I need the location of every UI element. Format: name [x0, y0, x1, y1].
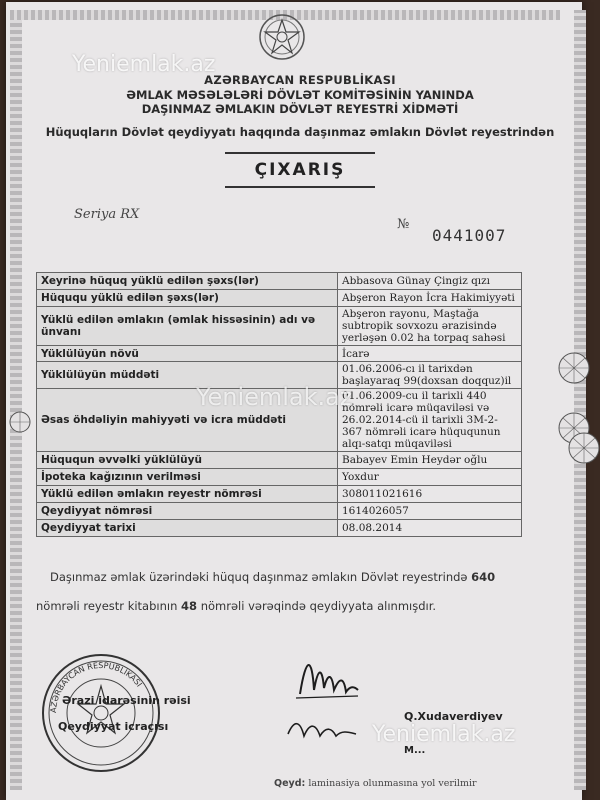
- signer-name-text: Q.Xudaverdiyev: [404, 710, 503, 723]
- table-row: [37, 486, 522, 503]
- header-subtitle: Hüquqların Dövlət qeydiyyatı haqqında daşınmaz əmlakın Dövlət reyestrindən: [45, 125, 555, 139]
- header-republic: AZƏRBAYCAN RESPUBLİKASI: [204, 73, 396, 87]
- row-label: İpoteka kağızının verilməsi: [37, 469, 338, 486]
- statement-line-1: [50, 570, 570, 584]
- row-value: Abşeron Rayon İcra Hakimiyyəti: [338, 290, 522, 307]
- seal-text: AZƏRBAYCAN RESPUBLİKASI: [48, 660, 144, 714]
- ornament-ball-icon: [556, 350, 592, 386]
- table-row: [37, 520, 522, 537]
- row-label: Yüklülüyün müddəti: [37, 362, 338, 389]
- row-label: Əsas öhdəliyin mahiyyəti və icra müddəti: [37, 389, 338, 452]
- statement-text: nömrəli reyestr kitabının: [36, 599, 182, 613]
- signature-icon: [292, 646, 362, 706]
- row-value: 1614026057: [338, 503, 522, 520]
- row-value: Abbasova Günay Çingiz qızı: [338, 273, 522, 290]
- watermark: Yeniemlak.az: [196, 383, 353, 411]
- series-label: Seriya RX: [74, 207, 140, 222]
- statement-line-2: [36, 599, 556, 613]
- row-value: İcarə: [338, 346, 522, 362]
- row-value: 308011021616: [338, 486, 522, 503]
- row-value: Yoxdur: [338, 469, 522, 486]
- number-sign: №: [397, 217, 410, 232]
- note-label: Qeyd:: [274, 778, 306, 789]
- header-service: DAŞINMAZ ƏMLAKIN DÖVLƏT REYESTRİ XİDMƏTİ: [141, 102, 459, 116]
- row-value: 08.08.2014: [338, 520, 522, 537]
- row-label: Hüququn əvvəlki yüklülüyü: [37, 452, 338, 469]
- signer-name-2: M...: [404, 745, 426, 756]
- statement-text: nömrəli vərəqində qeydiyyata alınmışdır.: [197, 599, 437, 613]
- table-row: [37, 346, 522, 362]
- table-row: [37, 469, 522, 486]
- row-value: Babayev Emin Heydər oğlu: [338, 452, 522, 469]
- table-row: [37, 307, 522, 346]
- signer-title-2: Qeydiyyat icraçısı: [58, 720, 169, 733]
- row-label: Qeydiyyat nömrəsi: [37, 503, 338, 520]
- row-label: Yüklü edilən əmlakın reyestr nömrəsi: [37, 486, 338, 503]
- document-number: 0441007: [432, 226, 507, 245]
- row-value: 01.06.2006-cı il tarixdən başlayaraq 99(doxsan doqquz)il: [338, 362, 522, 389]
- statement-text: Daşınmaz əmlak üzərindəki hüquq daşınmaz əmlakın Dövlət reyestrində: [50, 570, 472, 584]
- table-row: [37, 273, 522, 290]
- registry-book-number: 640: [471, 570, 496, 584]
- ornament-ball-icon: [566, 430, 600, 466]
- table-row: [37, 290, 522, 307]
- row-label: Xeyrinə hüquq yüklü edilən şəxs(lər): [37, 273, 338, 290]
- watermark: Yeniemlak.az: [372, 722, 516, 747]
- watermark: Yeniemlak.az: [72, 52, 216, 77]
- note-text: laminasiya olunmasına yol verilmir: [305, 778, 477, 789]
- signer-title-1: Ərazi idarəsinin rəisi: [62, 694, 191, 707]
- row-label: Hüququ yüklü edilən şəxs(lər): [37, 290, 338, 307]
- row-label: Qeydiyyat tarixi: [37, 520, 338, 537]
- official-seal-icon: [40, 652, 162, 774]
- document-title: ÇIXARIŞ: [225, 152, 375, 188]
- row-value: 01.06.2009-cu il tarixli 440 nömrəli icarə müqaviləsi və 26.02.2014-cü il tarixli 3M-2-367 nömrəli icarə hüququnun alqı-satqı müqaviləsi: [338, 389, 522, 452]
- signature-icon: [282, 710, 362, 750]
- header-committee: ƏMLAK MƏSƏLƏLƏRİ DÖVLƏT KOMİTƏSİNİN YANINDA: [126, 88, 474, 102]
- row-label: Yüklü edilən əmlakın (əmlak hissəsinin) adı və ünvanı: [37, 307, 338, 346]
- state-emblem-icon: [257, 12, 307, 62]
- footer-note: [274, 778, 477, 789]
- table-row: [37, 503, 522, 520]
- ornament-ball-icon: [8, 410, 32, 434]
- table-row: [37, 452, 522, 469]
- row-label: Yüklülüyün növü: [37, 346, 338, 362]
- row-value: Abşeron rayonu, Maştağa subtropik sovxozu ərazisində yerləşən 0.02 ha torpaq sahəsi: [338, 307, 522, 346]
- page-number: 48: [181, 599, 198, 613]
